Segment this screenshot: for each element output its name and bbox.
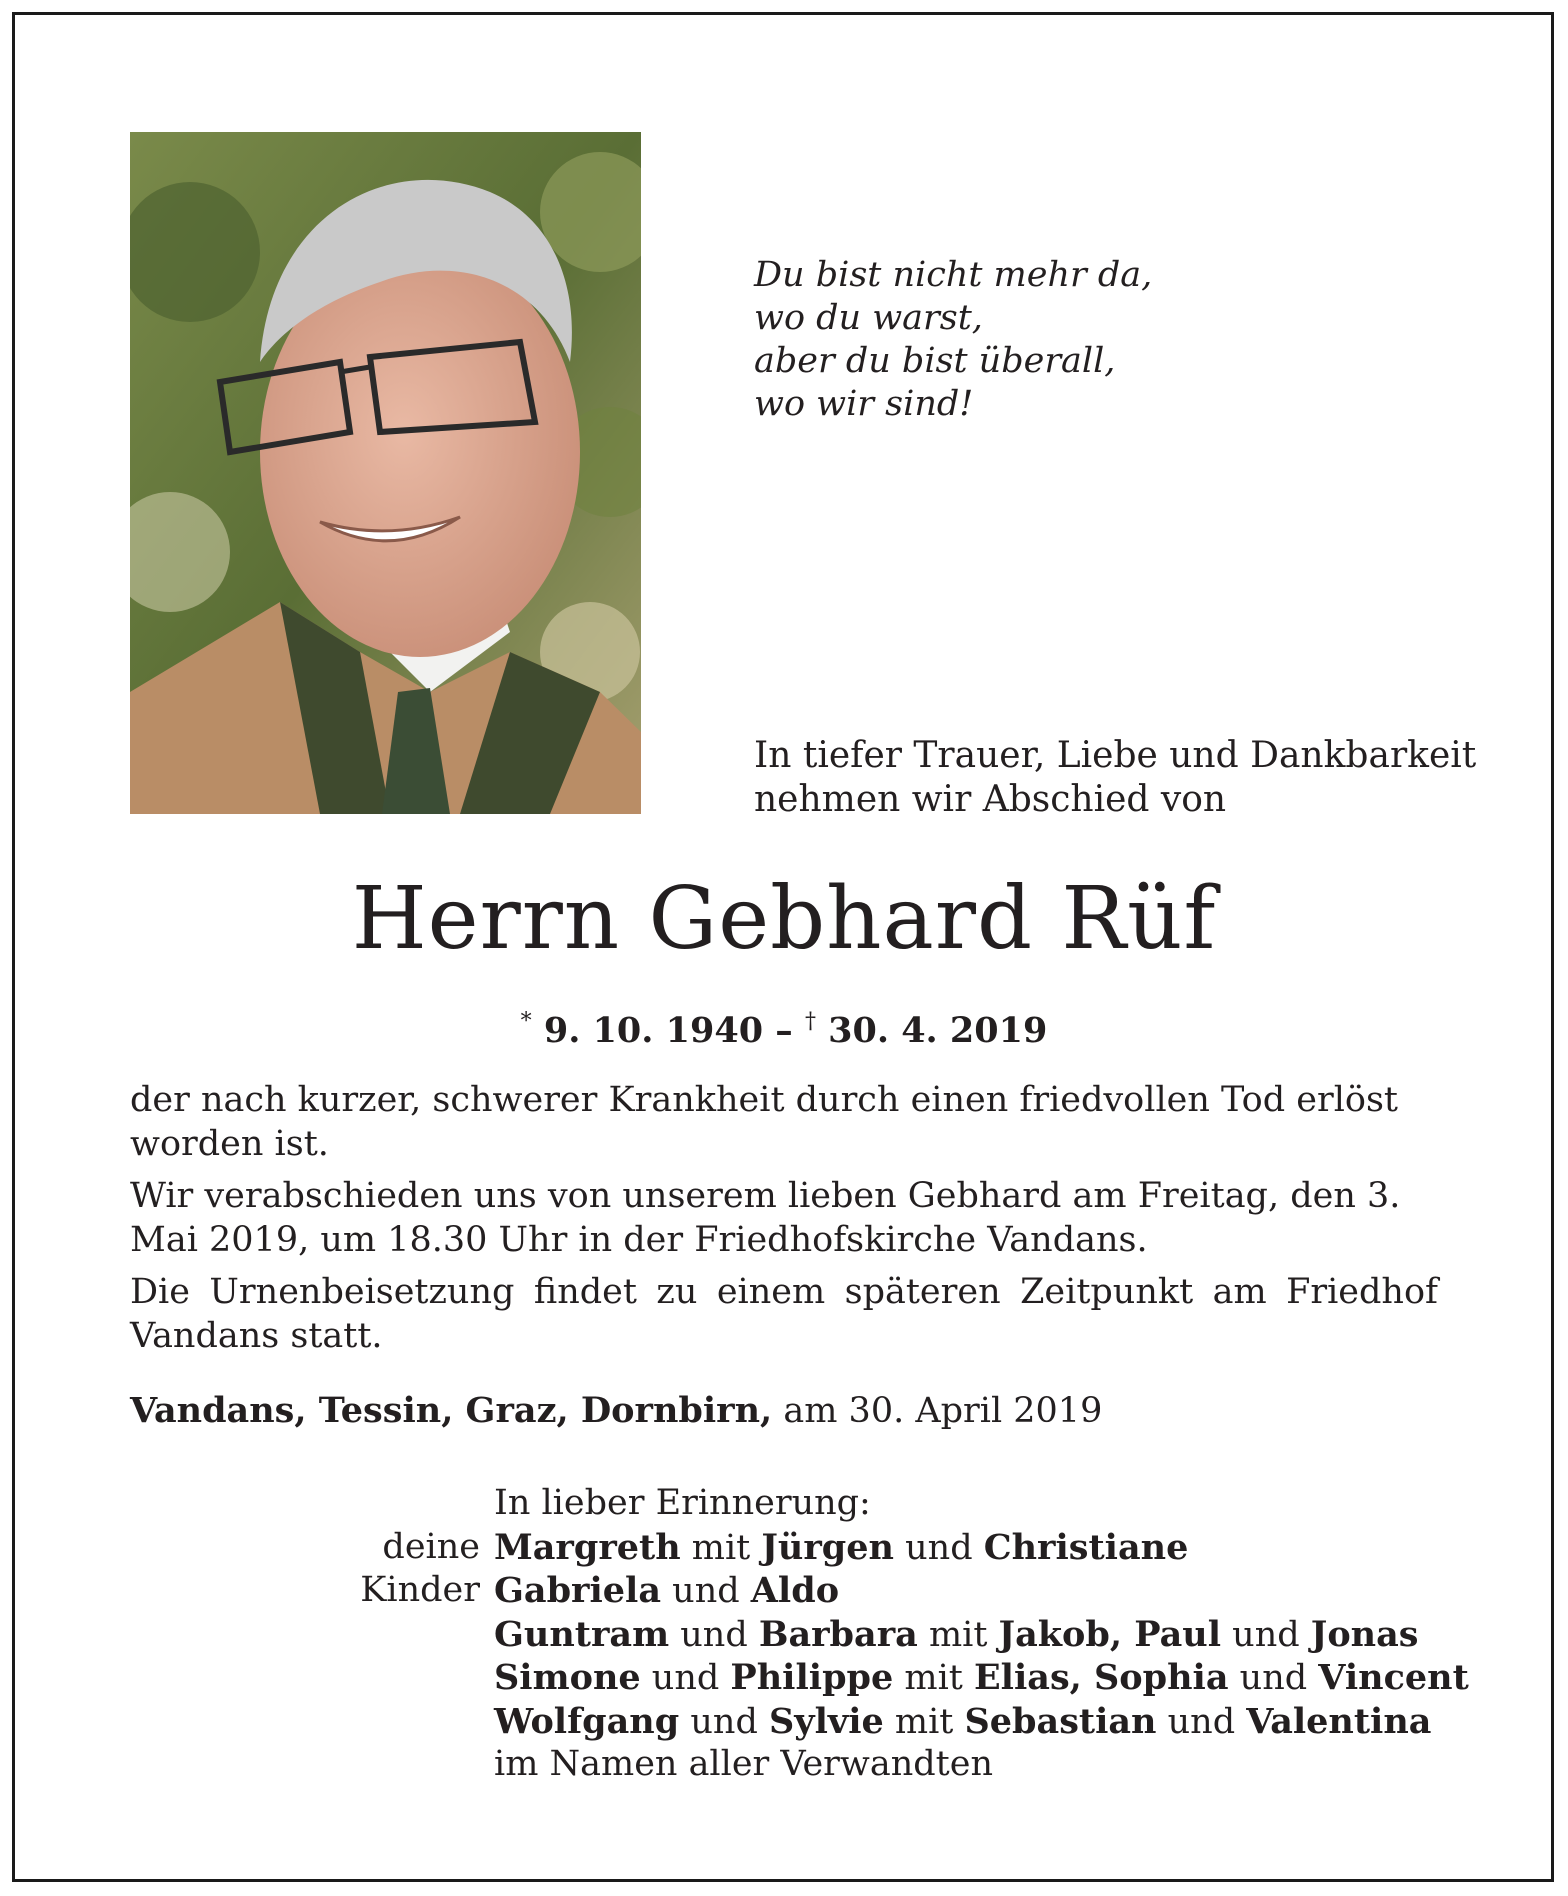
- date-separator: –: [763, 1010, 805, 1051]
- body-paragraph: Die Urnenbeisetzung findet zu einem späteren Zeitpunkt am Friedhof Vandans statt.: [130, 1272, 1438, 1356]
- death-date: 30. 4. 2019: [828, 1010, 1048, 1051]
- place-date-line: [130, 1389, 1430, 1433]
- family-row: Wolfgang und Sylvie mit Sebastian und Valentina: [494, 1700, 1432, 1742]
- family-row: Gabriela und Aldo: [494, 1570, 840, 1611]
- family-heading: In lieber Erinnerung:: [494, 1483, 871, 1523]
- birth-symbol: *: [520, 1009, 532, 1034]
- portrait-photo: [130, 132, 641, 814]
- family-label: deine: [382, 1526, 480, 1567]
- places: Vandans, Tessin, Graz, Dornbirn,: [130, 1390, 773, 1431]
- announcement-date: am 30. April 2019: [772, 1391, 1103, 1431]
- poem: [754, 254, 1354, 426]
- family-row: Simone und Philippe mit Elias, Sophia und Vincent: [494, 1657, 1469, 1698]
- family-row: Guntram und Barbara mit Jakob, Paul und Jonas: [494, 1613, 1419, 1655]
- intro-text: [754, 734, 1477, 822]
- birth-date: 9. 10. 1940: [543, 1010, 764, 1051]
- poem-line: Du bist nicht mehr da,: [754, 255, 1153, 295]
- body-paragraph: Wir verabschieden uns von unserem lieben Gebhard am Freitag, den 3. Mai 2019, um 18.30 Uhr in der Friedhofskirche Vandans.: [130, 1176, 1401, 1260]
- family-closing: im Namen aller Verwandten: [494, 1744, 993, 1784]
- announcement-body: [130, 1078, 1438, 1366]
- body-paragraph: der nach kurzer, schwerer Krankheit durch einen friedvollen Tod erlöst worden ist.: [130, 1080, 1398, 1164]
- poem-line: wo du warst,: [754, 298, 983, 338]
- deceased-name: Herrn Gebhard Rüf: [351, 869, 1217, 969]
- intro-line: In tiefer Trauer, Liebe und Dankbarkeit: [754, 735, 1477, 776]
- family-label: Kinder: [360, 1570, 480, 1610]
- poem-line: wo wir sind!: [754, 384, 974, 424]
- life-dates: [0, 1000, 1568, 1053]
- death-symbol: †: [804, 1009, 816, 1034]
- poem-line: aber du bist überall,: [754, 341, 1116, 381]
- intro-line: nehmen wir Abschied von: [754, 779, 1227, 820]
- family-row: Margreth mit Jürgen und Christiane: [494, 1526, 1189, 1568]
